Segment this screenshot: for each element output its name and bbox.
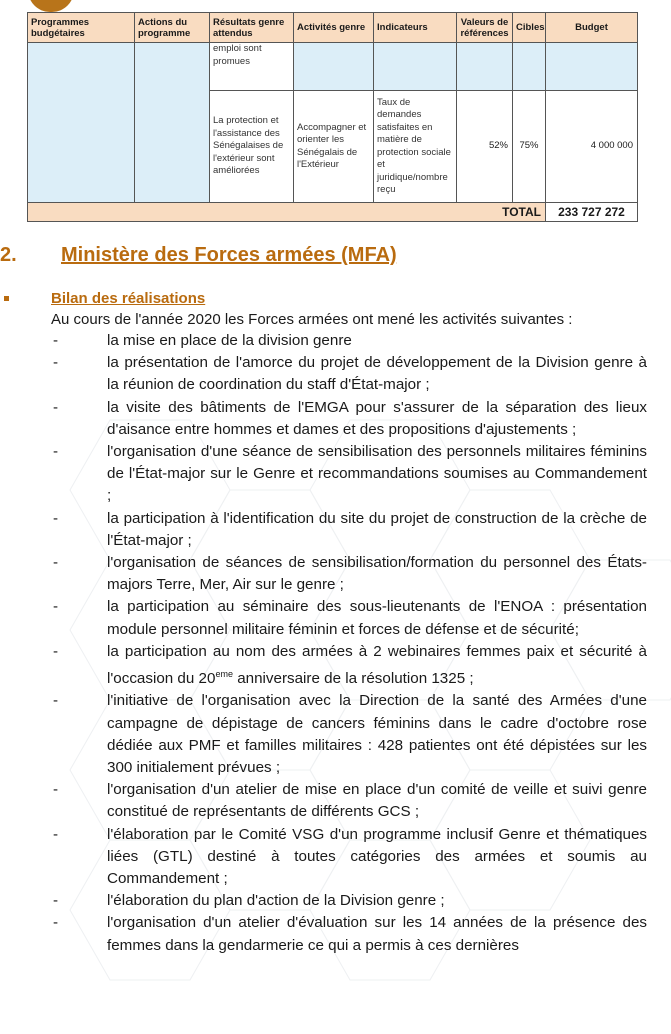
list-item (0, 641, 671, 690)
table-total-row (28, 203, 638, 222)
dash-bullet: - (53, 781, 59, 799)
reference-cell: 52% (457, 91, 513, 203)
list-item (0, 779, 671, 823)
ordinal-superscript: eme (215, 669, 233, 680)
cible-cell: 75% (513, 91, 546, 203)
indicateur-cell (374, 43, 457, 91)
programme-cell (28, 43, 135, 203)
dash-bullet: - (53, 892, 59, 910)
dash-bullet: - (53, 825, 59, 843)
subsection-title: Bilan des réalisations (51, 290, 206, 307)
total-label: TOTAL (28, 203, 546, 222)
header-indicateurs: Indicateurs (374, 13, 457, 43)
list-item (0, 690, 671, 779)
list-item-text: l'organisation d'un atelier de mise en place d'un comité de veille et suivi genre constitué de représentants de différents GCS ; (107, 781, 647, 821)
reference-cell (457, 43, 513, 91)
dash-bullet: - (53, 332, 59, 349)
action-cell (135, 43, 210, 203)
section-number: 2. (0, 244, 17, 266)
list-item (0, 824, 671, 891)
gender-budget-table (27, 12, 638, 222)
dash-bullet: - (53, 443, 59, 461)
list-item-text: la visite des bâtiments de l'EMGA pour s'assurer de la séparation des lieux d'aisance entre hommes et dames et des propositions d'ajustements ; (107, 398, 647, 438)
list-item-text (107, 643, 647, 687)
budget-cell (546, 43, 638, 91)
header-actions: Actions du programme (135, 13, 210, 43)
list-item-text-part-a: la participation au nom des armées à 2 webinaires femmes paix et sécurité à l'occasion du 20 (107, 642, 647, 688)
cible-cell (513, 43, 546, 91)
dash-bullet: - (53, 914, 59, 932)
list-item-text: la présentation de l'amorce du projet de développement de la Division genre à la réunion de coordination du staff d'État-major ; (107, 354, 647, 394)
header-activites: Activités genre (294, 13, 374, 43)
list-item (0, 352, 671, 396)
dash-bullet: - (53, 398, 59, 416)
table-row (28, 43, 638, 91)
list-item (0, 397, 671, 441)
activite-cell (294, 43, 374, 91)
list-item-text: la participation au séminaire des sous-lieutenants de l'ENOA : présentation module personnel militaire féminin et forces de défense et de sécurité; (107, 598, 647, 638)
header-valeurs-references: Valeurs de références (457, 13, 513, 43)
activities-list (0, 330, 671, 957)
activite-cell: Accompagner et orienter les Sénégalais de l'Extérieur (294, 91, 374, 203)
list-item (0, 441, 671, 508)
total-value: 233 727 272 (546, 203, 638, 222)
list-item (0, 330, 671, 352)
list-item-text: l'organisation d'une séance de sensibilisation des personnels militaires féminins de l'État-major sur le Genre et recommandations soumises au Commandement ; (107, 443, 647, 505)
dash-bullet: - (53, 554, 59, 572)
table-header-row (28, 13, 638, 43)
list-item (0, 552, 671, 596)
square-bullet-icon (4, 296, 9, 301)
list-item-text: l'organisation de séances de sensibilisation/formation du personnel des États-majors Terre, Mer, Air sur le genre ; (107, 554, 647, 594)
list-item (0, 890, 671, 912)
header-cibles: Cibles (513, 13, 546, 43)
dash-bullet: - (53, 642, 59, 660)
resultat-cell: emploi sont promues (210, 43, 294, 91)
dash-bullet: - (53, 509, 59, 527)
list-item (0, 508, 671, 552)
list-item-text: la mise en place de la division genre (107, 332, 352, 349)
resultat-cell: La protection et l'assistance des Sénégalaises de l'extérieur sont améliorées (210, 91, 294, 203)
section-title: Ministère des Forces armées (MFA) (61, 244, 397, 266)
list-item-text: l'élaboration par le Comité VSG d'un programme inclusif Genre et thématiques liées (GTL) destiné à toutes catégories des armées et soumis au Commandement ; (107, 825, 647, 887)
list-item-text: l'initiative de l'organisation avec la Direction de la santé des Armées d'une campagne de dépistage de cancers féminins dans le cadre d'octobre rose dédiée aux PMF et familles militaires : 428 patientes ont été dépistées sur les 300 initialement prévues ; (107, 692, 647, 776)
intro-paragraph: Au cours de l'année 2020 les Forces armées ont mené les activités suivantes : (51, 311, 573, 328)
dash-bullet: - (53, 354, 59, 372)
header-resultats: Résultats genre attendus (210, 13, 294, 43)
list-item-text: l'organisation d'un atelier d'évaluation sur les 14 années de la présence des femmes dans la gendarmerie ce qui a permis à ces dernières (107, 914, 647, 954)
dash-bullet: - (53, 692, 59, 710)
list-item-text: la participation à l'identification du site du projet de construction de la crèche de l'État-major ; (107, 509, 647, 549)
list-item-text-part-b: anniversaire de la résolution 1325 ; (232, 670, 474, 688)
list-item-text: l'élaboration du plan d'action de la Division genre ; (107, 892, 445, 910)
header-budget: Budget (546, 13, 638, 43)
header-programmes: Programmes budgétaires (28, 13, 135, 43)
indicateur-cell: Taux de demandes satisfaites en matière de protection sociale et juridique/nombre reçu (374, 91, 457, 203)
budget-cell: 4 000 000 (546, 91, 638, 203)
list-item (0, 596, 671, 640)
dash-bullet: - (53, 598, 59, 616)
list-item (0, 912, 671, 956)
